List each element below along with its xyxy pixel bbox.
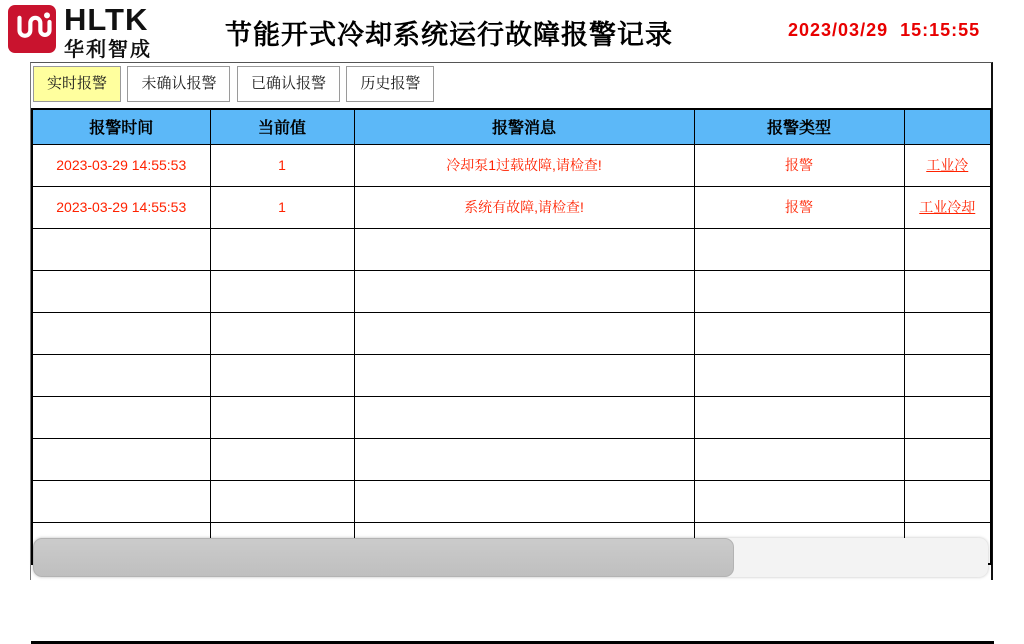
alarm-message-cell: 冷却泵1过载故障,请检查!	[354, 144, 694, 186]
empty-cell	[32, 312, 210, 354]
alarm-time-cell: 2023-03-29 14:55:53	[32, 144, 210, 186]
empty-cell	[32, 270, 210, 312]
empty-cell	[210, 354, 354, 396]
empty-cell	[354, 438, 694, 480]
tab-realtime-alarms[interactable]: 实时报警	[33, 66, 121, 102]
column-header-current-value: 当前值	[210, 109, 354, 144]
empty-cell	[32, 354, 210, 396]
alarm-tab-bar	[33, 66, 436, 106]
alarm-row[interactable]	[32, 186, 991, 228]
scrollbar-thumb[interactable]	[33, 538, 734, 577]
empty-cell	[904, 312, 991, 354]
empty-cell	[210, 396, 354, 438]
empty-cell	[354, 480, 694, 522]
empty-cell	[694, 354, 904, 396]
empty-cell	[354, 312, 694, 354]
empty-cell	[904, 480, 991, 522]
alarm-group-link[interactable]: 工业冷	[904, 144, 991, 186]
empty-cell	[904, 438, 991, 480]
alarm-group-link[interactable]: 工业冷却	[904, 186, 991, 228]
company-logo	[8, 5, 56, 53]
datetime-display: 2023/03/29 15:15:55	[788, 20, 981, 40]
column-header-alarm-group	[904, 109, 991, 144]
alarm-panel	[30, 62, 993, 580]
empty-row	[32, 312, 991, 354]
alarm-type-cell: 报警	[694, 186, 904, 228]
column-header-alarm-type: 报警类型	[694, 109, 904, 144]
alarm-value-cell: 1	[210, 186, 354, 228]
alarm-table	[31, 108, 992, 565]
empty-cell	[694, 438, 904, 480]
empty-cell	[694, 312, 904, 354]
alarm-row[interactable]	[32, 144, 991, 186]
tab-acknowledged-alarms[interactable]: 已确认报警	[237, 66, 340, 102]
empty-cell	[694, 270, 904, 312]
column-header-alarm-time: 报警时间	[32, 109, 210, 144]
empty-cell	[32, 396, 210, 438]
alarm-message-cell: 系统有故障,请检查!	[354, 186, 694, 228]
empty-cell	[210, 228, 354, 270]
wave-logo-icon	[12, 7, 52, 52]
empty-cell	[904, 396, 991, 438]
empty-cell	[904, 228, 991, 270]
tab-history-alarms[interactable]: 历史报警	[346, 66, 434, 102]
alarm-value-cell: 1	[210, 144, 354, 186]
empty-row	[32, 396, 991, 438]
horizontal-scrollbar[interactable]	[33, 538, 988, 577]
empty-cell	[210, 312, 354, 354]
empty-cell	[210, 480, 354, 522]
tab-unacknowledged-alarms[interactable]: 未确认报警	[127, 66, 230, 102]
empty-row	[32, 228, 991, 270]
empty-cell	[354, 228, 694, 270]
alarm-type-cell: 报警	[694, 144, 904, 186]
empty-cell	[210, 438, 354, 480]
empty-cell	[904, 354, 991, 396]
empty-cell	[354, 270, 694, 312]
brand-subname: 华利智成	[64, 39, 152, 61]
brand-name: HLTK	[64, 2, 149, 37]
empty-cell	[694, 480, 904, 522]
empty-cell	[694, 228, 904, 270]
empty-cell	[32, 438, 210, 480]
empty-cell	[210, 270, 354, 312]
empty-row	[32, 480, 991, 522]
empty-cell	[904, 270, 991, 312]
empty-row	[32, 438, 991, 480]
empty-row	[32, 270, 991, 312]
empty-cell	[354, 354, 694, 396]
empty-cell	[32, 228, 210, 270]
page-title: 节能开式冷却系统运行故障报警记录	[225, 20, 673, 50]
empty-row	[32, 354, 991, 396]
table-header-row	[32, 109, 991, 144]
empty-cell	[694, 396, 904, 438]
empty-cell	[32, 480, 210, 522]
empty-cell	[354, 396, 694, 438]
alarm-time-cell: 2023-03-29 14:55:53	[32, 186, 210, 228]
column-header-alarm-message: 报警消息	[354, 109, 694, 144]
